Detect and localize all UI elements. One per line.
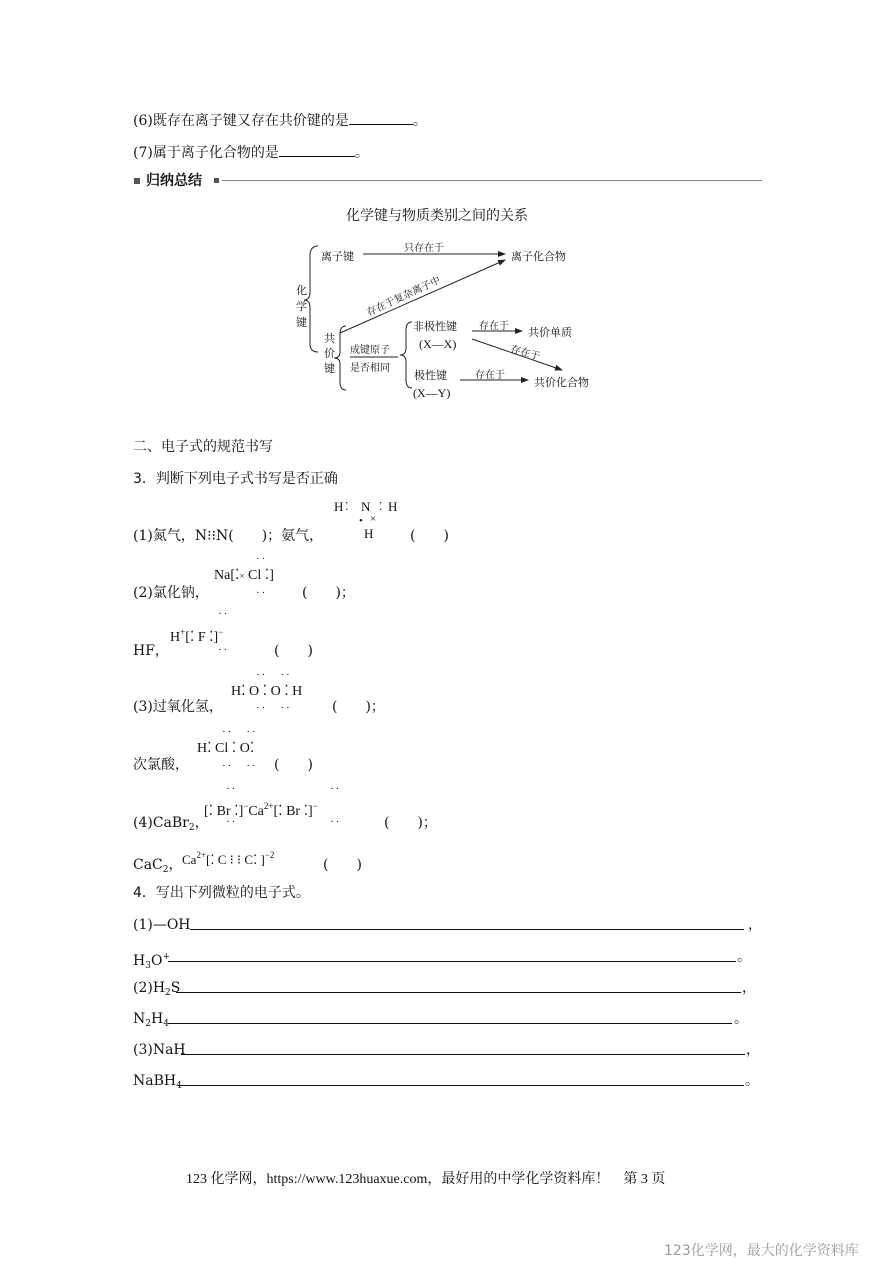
question-3: 3．判断下列电子式书写是否正确 — [133, 471, 338, 487]
polar-bond-label: 极性键 — [414, 369, 447, 382]
exists-in-label: 存在于 — [475, 370, 505, 381]
nonpolar-formula: (X—X) — [419, 337, 457, 351]
h2o2-item: (3)过氧化氢， — [133, 699, 223, 715]
watermark: 123化学网，最大的化学资料库 — [664, 1243, 859, 1259]
item-end: 。 — [745, 1073, 759, 1089]
hf-answer-paren[interactable]: ( ) — [274, 643, 313, 659]
arrow-complex-ion — [340, 260, 505, 333]
cac2-item: CaC$_2$， — [133, 857, 183, 875]
diagram-title: 化学键与物质类别之间的关系 — [346, 208, 528, 224]
q4-item-nah: (3)NaH — [133, 1042, 186, 1058]
item-end: ， — [746, 1042, 760, 1058]
item-end: 。 — [734, 1011, 748, 1027]
question-6-text: (6)既存在离子键又存在共价键的是 — [133, 113, 349, 129]
nacl-answer-paren[interactable]: ( )； — [302, 585, 355, 601]
hclo-item: 次氯酸， — [133, 757, 189, 773]
cabr2-label: (4)CaBr — [133, 815, 189, 831]
item-end: ， — [748, 917, 762, 933]
q4-item-nabh4: NaBH$_4$ — [133, 1073, 182, 1091]
cac2-answer-paren[interactable]: ( ) — [323, 857, 362, 873]
cabr2-answer-paren[interactable]: ( )； — [384, 815, 437, 831]
only-in-label: 只存在于 — [404, 243, 444, 254]
same-atoms-label: 成键原子 — [350, 345, 390, 356]
covalent-char: 价 — [324, 347, 335, 360]
cabr2-item: (4)CaBr$_2$， — [133, 815, 209, 833]
root-brace — [304, 246, 318, 352]
root-char: 学 — [296, 300, 307, 313]
period: 。 — [412, 113, 427, 129]
covalent-char: 共 — [324, 332, 335, 345]
cac2-electron-formula: $Ca^{2+}[⁚$ C ⁝ ⁝ C⁚ ]$^{-2}$ — [182, 850, 275, 867]
root-char: 键 — [296, 316, 307, 329]
covalent-compound-label: 共价化合物 — [534, 376, 589, 389]
polar-formula: (X—Y) — [413, 386, 451, 400]
item-end: 。 — [737, 949, 751, 965]
n2-item: (1)氮气，N⁝⁝N( )；氨气， — [133, 528, 324, 544]
covalent-brace — [334, 326, 346, 390]
answer-line[interactable] — [178, 1085, 744, 1086]
root-char: 化 — [296, 284, 307, 297]
item-end: ， — [742, 980, 756, 996]
answer-line[interactable] — [181, 1054, 745, 1055]
answer-line[interactable] — [190, 929, 744, 930]
answer-line[interactable] — [168, 1023, 732, 1024]
nonpolar-bond-label: 非极性键 — [413, 320, 457, 333]
hf-item: HF， — [133, 643, 169, 659]
q4-item-n2h4: $N_2H_4$ — [133, 1011, 169, 1029]
ionic-compound-label: 离子化合物 — [511, 250, 566, 263]
summary-title: 归纳总结 — [146, 173, 202, 189]
covalent-element-label: 共价单质 — [528, 326, 572, 339]
hclo-answer-paren[interactable]: ( ) — [274, 757, 313, 773]
cac2-label: CaC — [133, 857, 163, 873]
exists-in-label: 存在于 — [509, 343, 542, 363]
same-atoms-label: 是否相同 — [350, 363, 390, 374]
arrow-nonpolar-compound — [472, 339, 562, 370]
h2o2-answer-paren[interactable]: ( )； — [332, 699, 385, 715]
ionic-bond-label: 离子键 — [321, 250, 354, 263]
exists-in-label: 存在于 — [479, 321, 509, 332]
page-footer: 123 化学网，https://www.123huaxue.com，最好用的中学化学资料库！ 第 3 页 — [186, 1172, 666, 1187]
period: 。 — [354, 145, 369, 161]
atoms-brace — [400, 322, 412, 388]
q4-item-oh: (1)—OH — [133, 917, 191, 933]
covalent-char: 键 — [324, 362, 335, 375]
section-2-heading: 二、电子式的规范书写 — [133, 439, 273, 455]
complex-ion-label: 存在于复杂离子中 — [365, 274, 443, 319]
nacl-item: (2)氯化钠， — [133, 585, 209, 601]
answer-line[interactable] — [176, 992, 741, 993]
answer-line[interactable] — [168, 961, 736, 962]
question-4: 4．写出下列微粒的电子式。 — [133, 885, 310, 901]
question-7-text: (7)属于离子化合物的是 — [133, 145, 279, 161]
q4-item-h3o: $H_3O^+$ — [133, 952, 170, 971]
q4-item-h2s: $(2)H_2S$ — [133, 980, 181, 998]
nh3-answer-paren[interactable]: ( ) — [410, 528, 449, 544]
